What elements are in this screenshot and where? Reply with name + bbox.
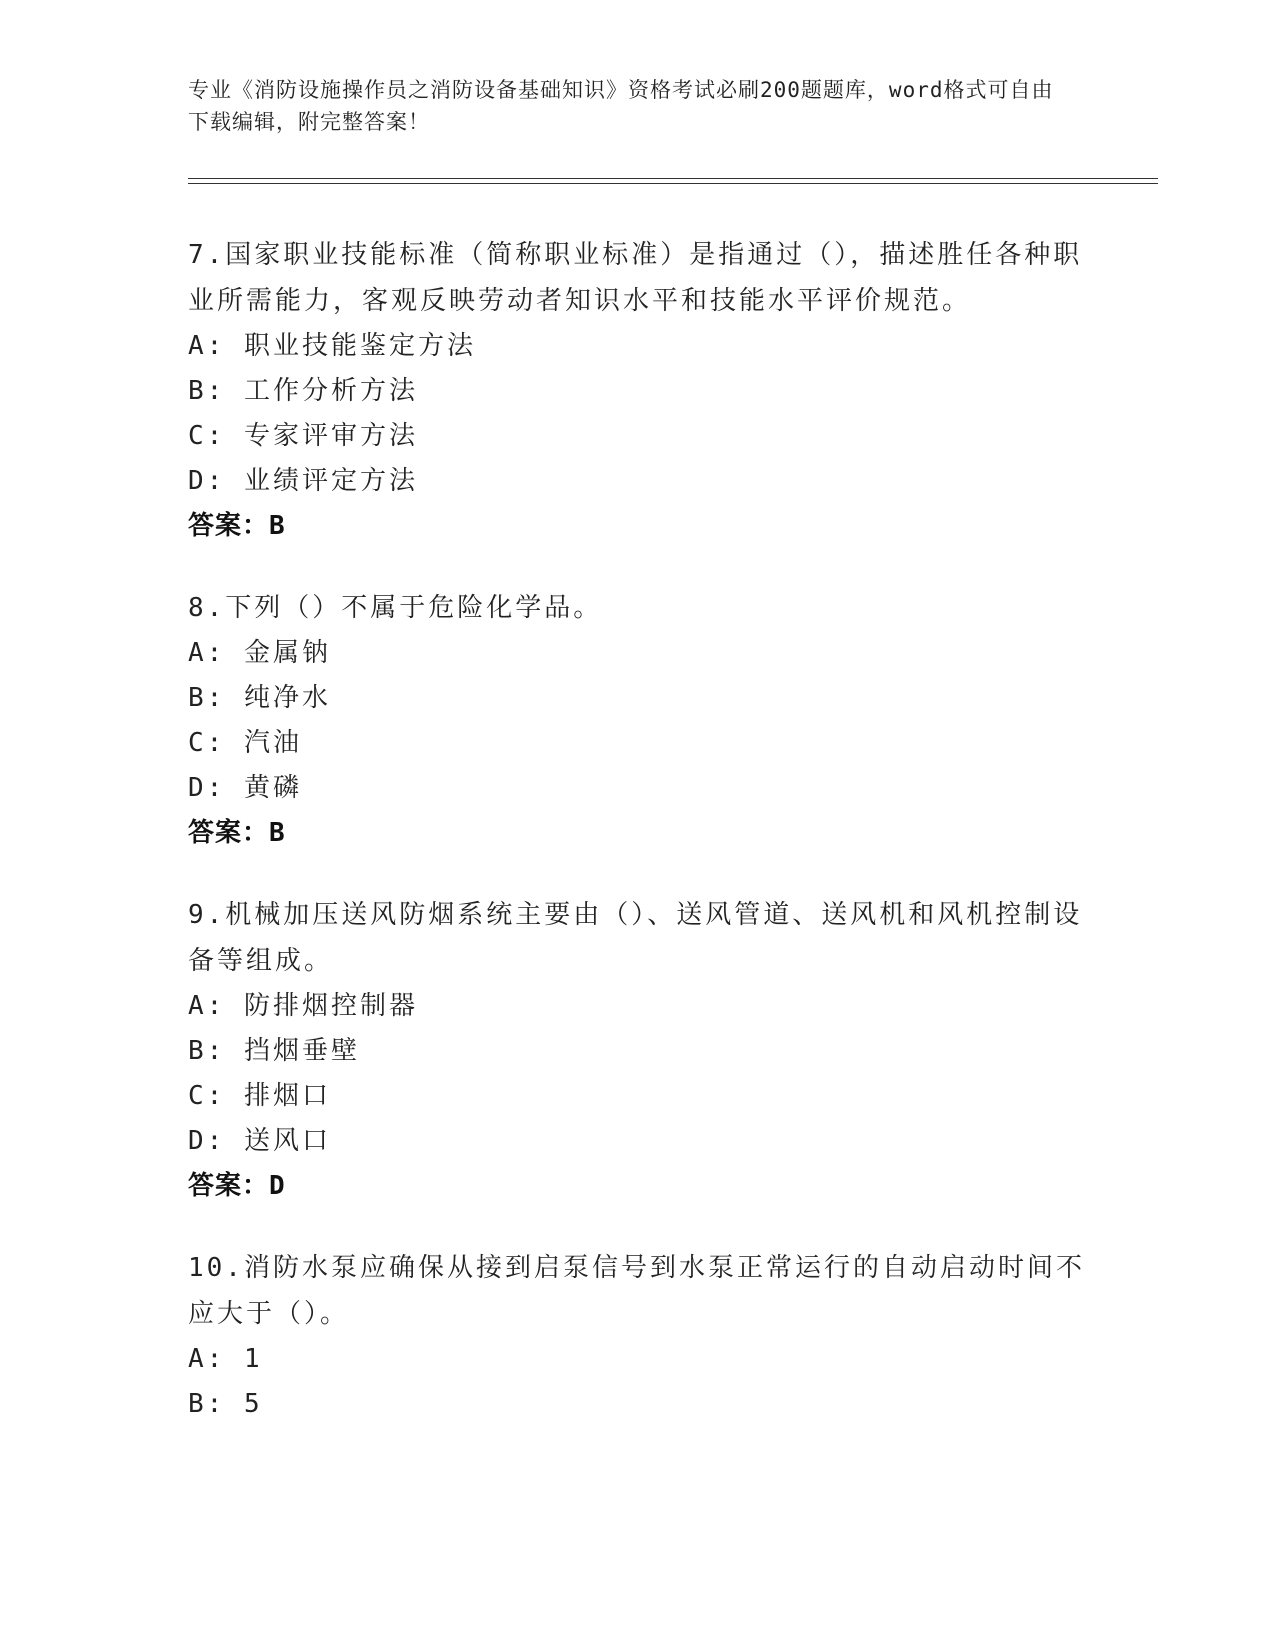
question-9 [188,892,1088,1209]
option-b: B: 纯净水 [188,683,331,713]
option-a: A: 金属钠 [188,638,331,668]
option-b: B: 挡烟垂壁 [188,1036,360,1066]
question-stem: 10.消防水泵应确保从接到启泵信号到水泵正常运行的自动启动时间不应大于（）。 [188,1253,1085,1329]
option-a: A: 职业技能鉴定方法 [188,331,476,361]
option-d: D: 送风口 [188,1126,331,1156]
option-b: B: 工作分析方法 [188,376,418,406]
option-b: B: 5 [188,1389,263,1419]
answer-label: 答案：D [188,1171,286,1201]
document-header: 专业《消防设施操作员之消防设备基础知识》资格考试必刷200题题库，word格式可自由下载编辑，附完整答案！ [188,78,1054,134]
option-c: C: 专家评审方法 [188,421,418,451]
option-a: A: 1 [188,1344,263,1374]
question-8 [188,585,1088,856]
question-stem: 9.机械加压送风防烟系统主要由（）、送风管道、送风机和风机控制设备等组成。 [188,900,1083,976]
answer-label: 答案：B [188,818,286,848]
answer-label: 答案：B [188,511,286,541]
header-divider-top [188,178,1158,179]
option-a: A: 防排烟控制器 [188,991,418,1021]
question-stem: 8.下列（）不属于危险化学品。 [188,593,603,623]
question-10 [188,1245,1088,1427]
option-d: D: 业绩评定方法 [188,466,418,496]
question-list [188,232,1088,1463]
question-stem: 7.国家职业技能标准（简称职业标准）是指通过（），描述胜任各种职业所需能力，客观反映劳动者知识水平和技能水平评价规范。 [188,240,1083,316]
option-c: C: 排烟口 [188,1081,331,1111]
option-c: C: 汽油 [188,728,302,758]
header-divider-bottom [188,183,1158,184]
question-7 [188,232,1088,549]
option-d: D: 黄磷 [188,773,302,803]
